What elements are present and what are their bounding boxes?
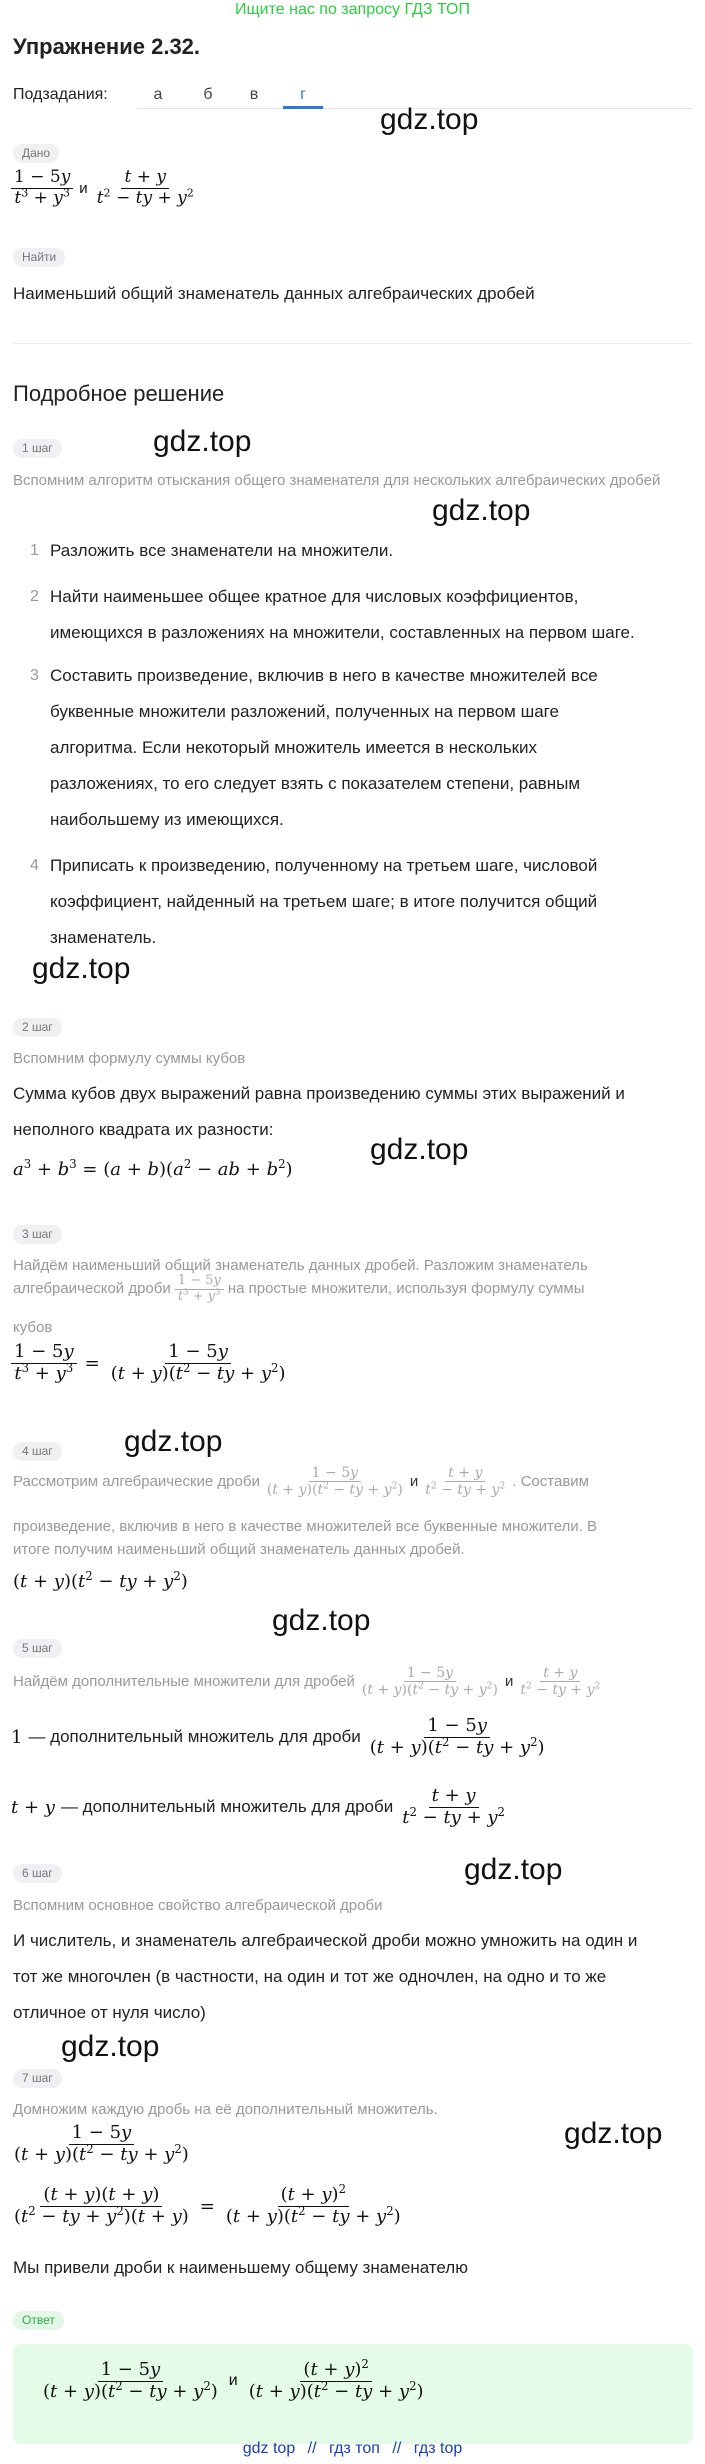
watermark: gdz.top	[564, 2117, 663, 2150]
step-1-item-1-line: Разложить все знаменатели на множители.	[50, 541, 394, 560]
step-3-label: 3 шаг	[13, 1225, 62, 1244]
answer-conj: и	[228, 2372, 238, 2390]
watermark: gdz.top	[272, 1604, 371, 1637]
step-5-row-2-text: — дополнительный множитель для дроби	[60, 1797, 394, 1817]
step-1-item-3-line: буквенные множители разложений, полученных на первом шаге	[50, 702, 559, 721]
step-1-item-3-line: разложениях, то его следует взять с показателем степени, равным	[50, 774, 581, 793]
step-6-text-line: отличное от нуля число)	[13, 2003, 206, 2022]
step-1-item-4-number: 4	[30, 857, 39, 874]
given-expression	[11, 168, 197, 208]
sum-of-cubes-formula: $a^3 + b^3 = (a + b)(a^2$ − ab + $b^2$)	[13, 1157, 293, 1180]
watermark: gdz.top	[370, 1133, 469, 1166]
tab-a[interactable]: а	[153, 86, 163, 103]
step-5-fraction-1: $\frac{1 - 5y}{(t + y)(t^2 - ty + y^2)}$	[361, 1665, 498, 1699]
step-1-intro: Вспомним алгоритм отыскания общего знаменателя для нескольких алгебраических дробей	[13, 472, 661, 489]
step-6-text-line: тот же многочлен (в частности, на один и тот же одночлен, на одно и то же	[13, 1967, 607, 1986]
step-5-row-1: 1 — дополнительный множитель для дроби $\frac{1 - 5y}{(t + y)(t^2 - ty + y^2)}$	[11, 1716, 548, 1758]
step-2-intro: Вспомним формулу суммы кубов	[13, 1050, 246, 1067]
step-5-label: 5 шаг	[13, 1639, 62, 1658]
step-7-equation: $\frac{(t + y)(t + y)}{(t^2 - ty + y^2)(t + y)}$ = $\frac{(t + y)^2}{(t + y)(t^2 - ty + y^2)}$	[14, 2182, 401, 2227]
footer-links	[0, 2440, 705, 2458]
step-5-conj: и	[504, 1672, 514, 1690]
step-1-item-4-line: коэффициент, найденный на третьем шаге; в итоге получится общий	[50, 892, 598, 911]
step-4-line-1c: . Составим	[512, 1472, 589, 1490]
step-4-fraction-1: $\frac{1 - 5y}{(t + y)(t^2 - ty + y^2)}$	[266, 1465, 403, 1499]
solution-title: Подробное решение	[13, 381, 225, 406]
watermark: gdz.top	[380, 103, 479, 136]
step-3-inline-fraction: $\frac{1 - 5y}{t^3 + y^3}$	[175, 1274, 224, 1305]
step-6-label: 6 шаг	[13, 1864, 62, 1883]
step-1-item-3-number: 3	[30, 667, 39, 684]
watermark: gdz.top	[432, 494, 531, 527]
footer-link[interactable]: gdz top	[242, 2440, 296, 2457]
step-1-item-3-line: Составить произведение, включив в него в качестве множителей все	[50, 666, 598, 685]
step-2-label: 2 шаг	[13, 1018, 62, 1037]
step-1-item-2-number: 2	[30, 588, 39, 605]
step-1-item-4-line: знаменатель.	[50, 928, 157, 947]
step-5-fraction-2: $\frac{t + y}{t^2 - ty + y^2}$	[520, 1665, 601, 1699]
page-title: Упражнение 2.32.	[13, 34, 201, 59]
step-2-text-line: неполного квадрата их разности:	[13, 1120, 274, 1139]
footer-link[interactable]: гдз топ	[329, 2440, 380, 2457]
step-4-line-1a: Рассмотрим алгебраические дроби	[13, 1472, 260, 1490]
step-1-item-2-line: Найти наименьшее общее кратное для числовых коэффициентов,	[50, 587, 579, 606]
tab-v[interactable]: в	[249, 86, 259, 103]
subtasks-label: Подзадания:	[13, 86, 108, 103]
watermark: gdz.top	[153, 425, 252, 458]
given-conj: и	[79, 179, 88, 197]
step-1-item-1-number: 1	[30, 542, 39, 559]
find-text: Наименьший общий знаменатель данных алгебраических дробей	[13, 284, 535, 303]
step-3-equation: $\frac{1 - 5y}{t^3 + y^3}$ = $\frac{1 - 5y}{(t + y)(t^2 - ty + y^2)}$	[11, 1342, 289, 1384]
step-1-item-4-line: Приписать к произведению, полученному на третьем шаге, числовой	[50, 856, 598, 875]
step-1-item-2-line: имеющихся в разложениях на множители, составленных на первом шаге.	[50, 623, 635, 642]
step-1-label: 1 шаг	[13, 439, 62, 458]
answer-expression: $\frac{1 - 5y}{(t + y)(t^2 - ty + y^2)}$ и $\frac{(t + y)^2}{(t + y)(t^2 - ty + y^2)}$	[43, 2357, 424, 2402]
step-3-line-2b: на простые множители, используя формулу суммы	[227, 1280, 585, 1298]
step-4-line-1	[13, 1465, 589, 1498]
tab-g[interactable]: г	[300, 86, 306, 103]
step-4-line-2: произведение, включив в него в качестве множителей все буквенные множители. В	[13, 1518, 598, 1535]
step-4-conj: и	[409, 1472, 419, 1490]
step-4-fraction-2: $\frac{t + y}{t^2 - ty + y^2}$	[425, 1465, 506, 1499]
step-3-line-1: Найдём наименьший общий знаменатель данных дробей. Разложим знаменатель	[13, 1257, 588, 1274]
section-divider	[13, 343, 693, 344]
given-label: Дано	[13, 144, 59, 163]
step-7-fraction-1: $\frac{1 - 5y}{(t + y)(t^2 - ty + y^2)}$	[14, 2122, 189, 2165]
given-fraction-2: $\frac{t + y}{t^2 - ty + y^2}$	[96, 167, 194, 208]
common-denominator: $(t + y)(t^2$ − ty + $y^2$)	[13, 1569, 188, 1592]
watermark: gdz.top	[464, 1853, 563, 1886]
step-5-row-2-fraction: $\frac{t + y}{t^2 - ty + y^2}$	[402, 1785, 505, 1828]
step-5-row-1-text: — дополнительный множитель для дроби	[28, 1727, 361, 1747]
step-4-label: 4 шаг	[13, 1442, 62, 1461]
step-6-intro: Вспомним основное свойство алгебраической дроби	[13, 1897, 383, 1914]
step-6-text-line: И числитель, и знаменатель алгебраической дроби можно умножить на один и	[13, 1931, 638, 1950]
step-1-item-3-line: наибольшему из имеющихся.	[50, 810, 284, 829]
step-7-intro: Домножим каждую дробь на её дополнительный множитель.	[13, 2101, 438, 2118]
given-fraction-1: $\frac{1 - 5y}{t^3 + y^3}$	[11, 168, 73, 208]
active-tab-indicator	[283, 106, 323, 109]
answer-label: Ответ	[13, 2311, 64, 2330]
step-5-row-2: t + y — дополнительный множитель для дроби $\frac{t + y}{t^2 - ty + y^2}$	[11, 1786, 508, 1828]
footer-separator: //	[392, 2440, 402, 2457]
find-label: Найти	[13, 248, 65, 267]
step-2-text-line: Сумма кубов двух выражений равна произведению суммы этих выражений и	[13, 1084, 625, 1103]
watermark: gdz.top	[61, 2030, 160, 2063]
step-1-item-3-line: алгоритма. Если некоторый множитель имеется в нескольких	[50, 738, 538, 757]
step-5-row-1-fraction: $\frac{1 - 5y}{(t + y)(t^2 - ty + y^2)}$	[369, 1715, 545, 1758]
footer-link[interactable]: гдз top	[413, 2440, 463, 2457]
tab-b[interactable]: б	[203, 86, 213, 103]
ad-banner[interactable]: Ищите нас по запросу ГДЗ ТОП	[235, 1, 470, 18]
footer-separator: //	[307, 2440, 317, 2457]
step-3-line-3: кубов	[13, 1319, 53, 1336]
step-4-line-3: итоге получим наименьший общий знаменатель данных дробей.	[13, 1541, 465, 1558]
step-5-intro-a: Найдём дополнительные множители для дробей	[13, 1672, 355, 1690]
step-7-label: 7 шаг	[13, 2069, 62, 2088]
step-7-conclusion: Мы привели дроби к наименьшему общему знаменателю	[13, 2258, 468, 2277]
watermark: gdz.top	[124, 1425, 223, 1458]
watermark: gdz.top	[32, 952, 131, 985]
step-3-line-2	[13, 1274, 585, 1305]
step-5-intro	[13, 1665, 603, 1698]
step-3-line-2a: алгебраической дроби	[13, 1280, 171, 1298]
